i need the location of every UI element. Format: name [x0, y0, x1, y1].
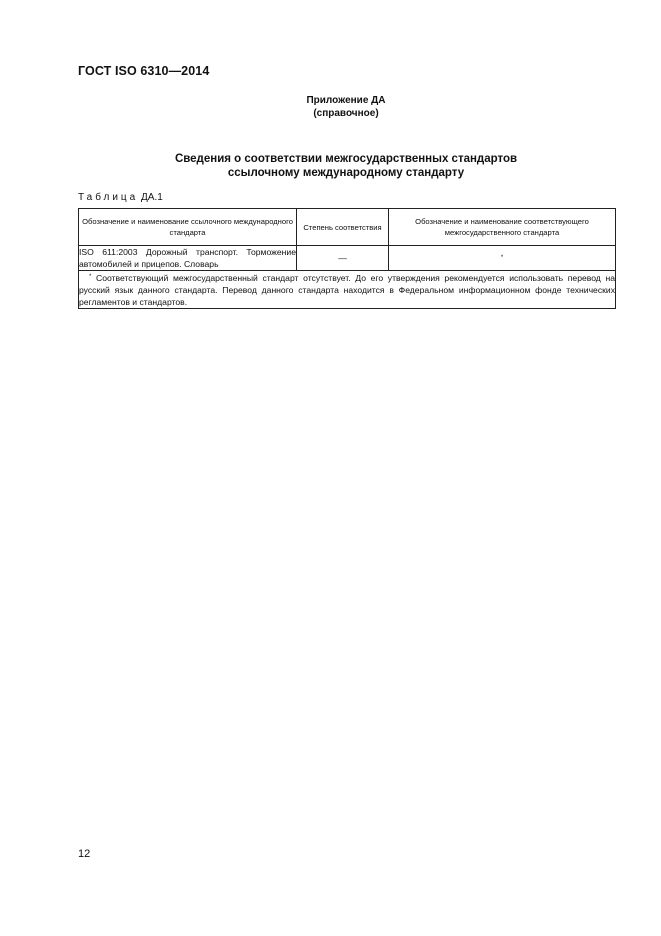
- correspondence-table: [78, 208, 616, 309]
- table-caption: [78, 192, 163, 203]
- footnote-text: Соответствующий межгосударственный стандарт отсутствует. До его утверждения рекомендуется использовать перевод на русский язык данного стандарта. Перевод данного стандарта находится в Федеральном информационном фонде технических регламентов и стандартов.: [79, 273, 615, 307]
- section-heading: [0, 152, 661, 180]
- cell-reference-standard: ISO 611:2003 Дорожный транспорт. Торможение автомобилей и прицепов. Словарь: [79, 247, 296, 269]
- heading-line-1: Сведения о соответствии межгосударственных стандартов: [174, 153, 518, 165]
- table-caption-id: ДА.1: [141, 192, 163, 203]
- column-header-reference-standard: Обозначение и наименование ссылочного международного стандарта: [79, 209, 297, 246]
- document-code: ГОСТ ISO 6310—2014: [78, 64, 210, 78]
- table-caption-prefix: Таблица: [78, 192, 139, 203]
- table-row: [79, 246, 616, 271]
- column-header-interstate-standard: Обозначение и наименование соответствующего межгосударственного стандарта: [389, 209, 616, 246]
- heading-line-2: ссылочному международному стандарту: [227, 167, 465, 179]
- footnote-mark: *: [89, 274, 92, 280]
- page-number: 12: [78, 848, 91, 860]
- table-footnote: [79, 271, 616, 309]
- column-header-degree: Степень соответствия: [297, 209, 389, 246]
- cell-degree: —: [297, 246, 389, 271]
- cell-interstate-standard: [389, 246, 616, 271]
- table-header-row: [79, 209, 616, 246]
- footnote-marker: *: [500, 254, 504, 261]
- appendix-block: [0, 94, 661, 120]
- appendix-subtitle: (справочное): [313, 108, 379, 119]
- table-footnote-row: [79, 271, 616, 309]
- appendix-title: Приложение ДА: [306, 95, 386, 106]
